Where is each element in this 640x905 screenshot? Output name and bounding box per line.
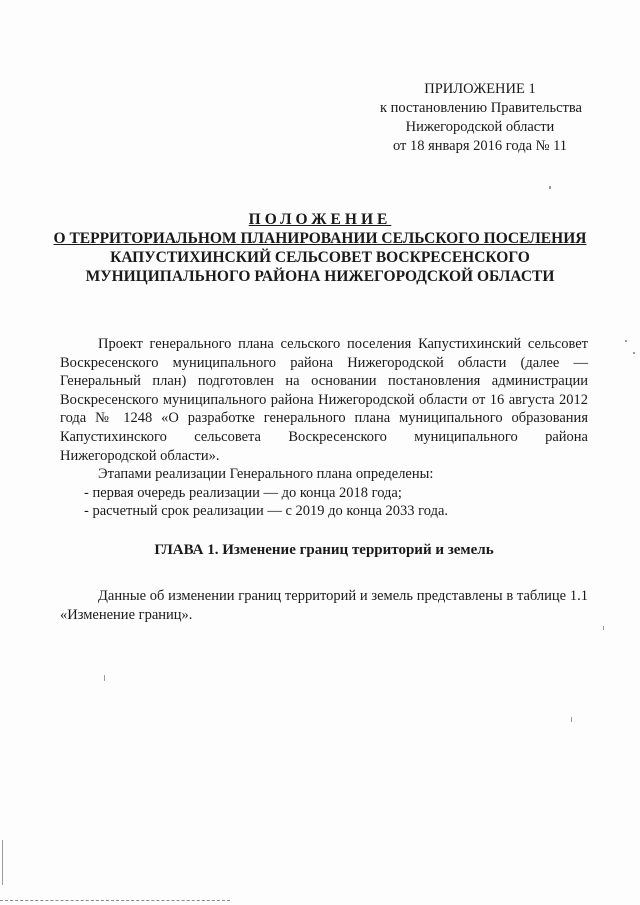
- appendix-title: ПРИЛОЖЕНИЕ 1: [424, 81, 536, 97]
- scan-edge-line: [0, 900, 230, 901]
- stage-item-1: - первая очередь реализации — до конца 2018 года;: [84, 484, 402, 501]
- scan-speck: [603, 626, 604, 630]
- appendix-line-2: Нижегородской области: [405, 119, 555, 135]
- scan-speck: [571, 717, 572, 722]
- scan-speck: [549, 186, 551, 189]
- appendix-line-1: к постановлению Правительства: [380, 100, 582, 116]
- chapter-1-paragraph: Данные об изменении границ территорий и земель представлены в таблице 1.1 «Изменение границ».: [60, 588, 588, 623]
- appendix-block: [380, 80, 580, 156]
- stage-item-2: - расчетный срок реализации — с 2019 до конца 2033 года.: [84, 503, 449, 520]
- document-heading: [40, 210, 600, 286]
- paragraph-1: Проект генерального плана сельского поселения Капустихинский сельсовет Воскресенского муниципального района Нижегородской области (далее — Генеральный план) подготовлен на основании постановления администрации Воскресенского муниципального района Нижегородской области от 16 августа 2012 года № 1248 «О разработке генерального плана муниципального образования Капустихинского сельсовета Воскресенского муниципального района Нижегородской области».: [60, 336, 588, 464]
- stages-intro: Этапами реализации Генерального плана определены:: [98, 466, 434, 483]
- heading-line-1: О ТЕРРИТОРИАЛЬНОМ ПЛАНИРОВАНИИ СЕЛЬСКОГО ПОСЕЛЕНИЯ: [53, 230, 587, 247]
- scan-speck: [104, 675, 105, 681]
- appendix-line-3: от 18 января 2016 года № 11: [392, 138, 568, 154]
- heading-title: ПОЛОЖЕНИЕ: [248, 211, 392, 228]
- chapter-1-title: ГЛАВА 1. Изменение границ территорий и земель: [154, 542, 494, 558]
- scan-speck: [625, 340, 627, 342]
- scan-speck: [633, 352, 635, 354]
- body-text: [60, 335, 588, 521]
- scan-speck: [2, 840, 3, 885]
- heading-line-2: КАПУСТИХИНСКИЙ СЕЛЬСОВЕТ ВОСКРЕСЕНСКОГО: [110, 249, 530, 266]
- heading-line-3: МУНИЦИПАЛЬНОГО РАЙОНА НИЖЕГОРОДСКОЙ ОБЛАСТИ: [85, 268, 555, 285]
